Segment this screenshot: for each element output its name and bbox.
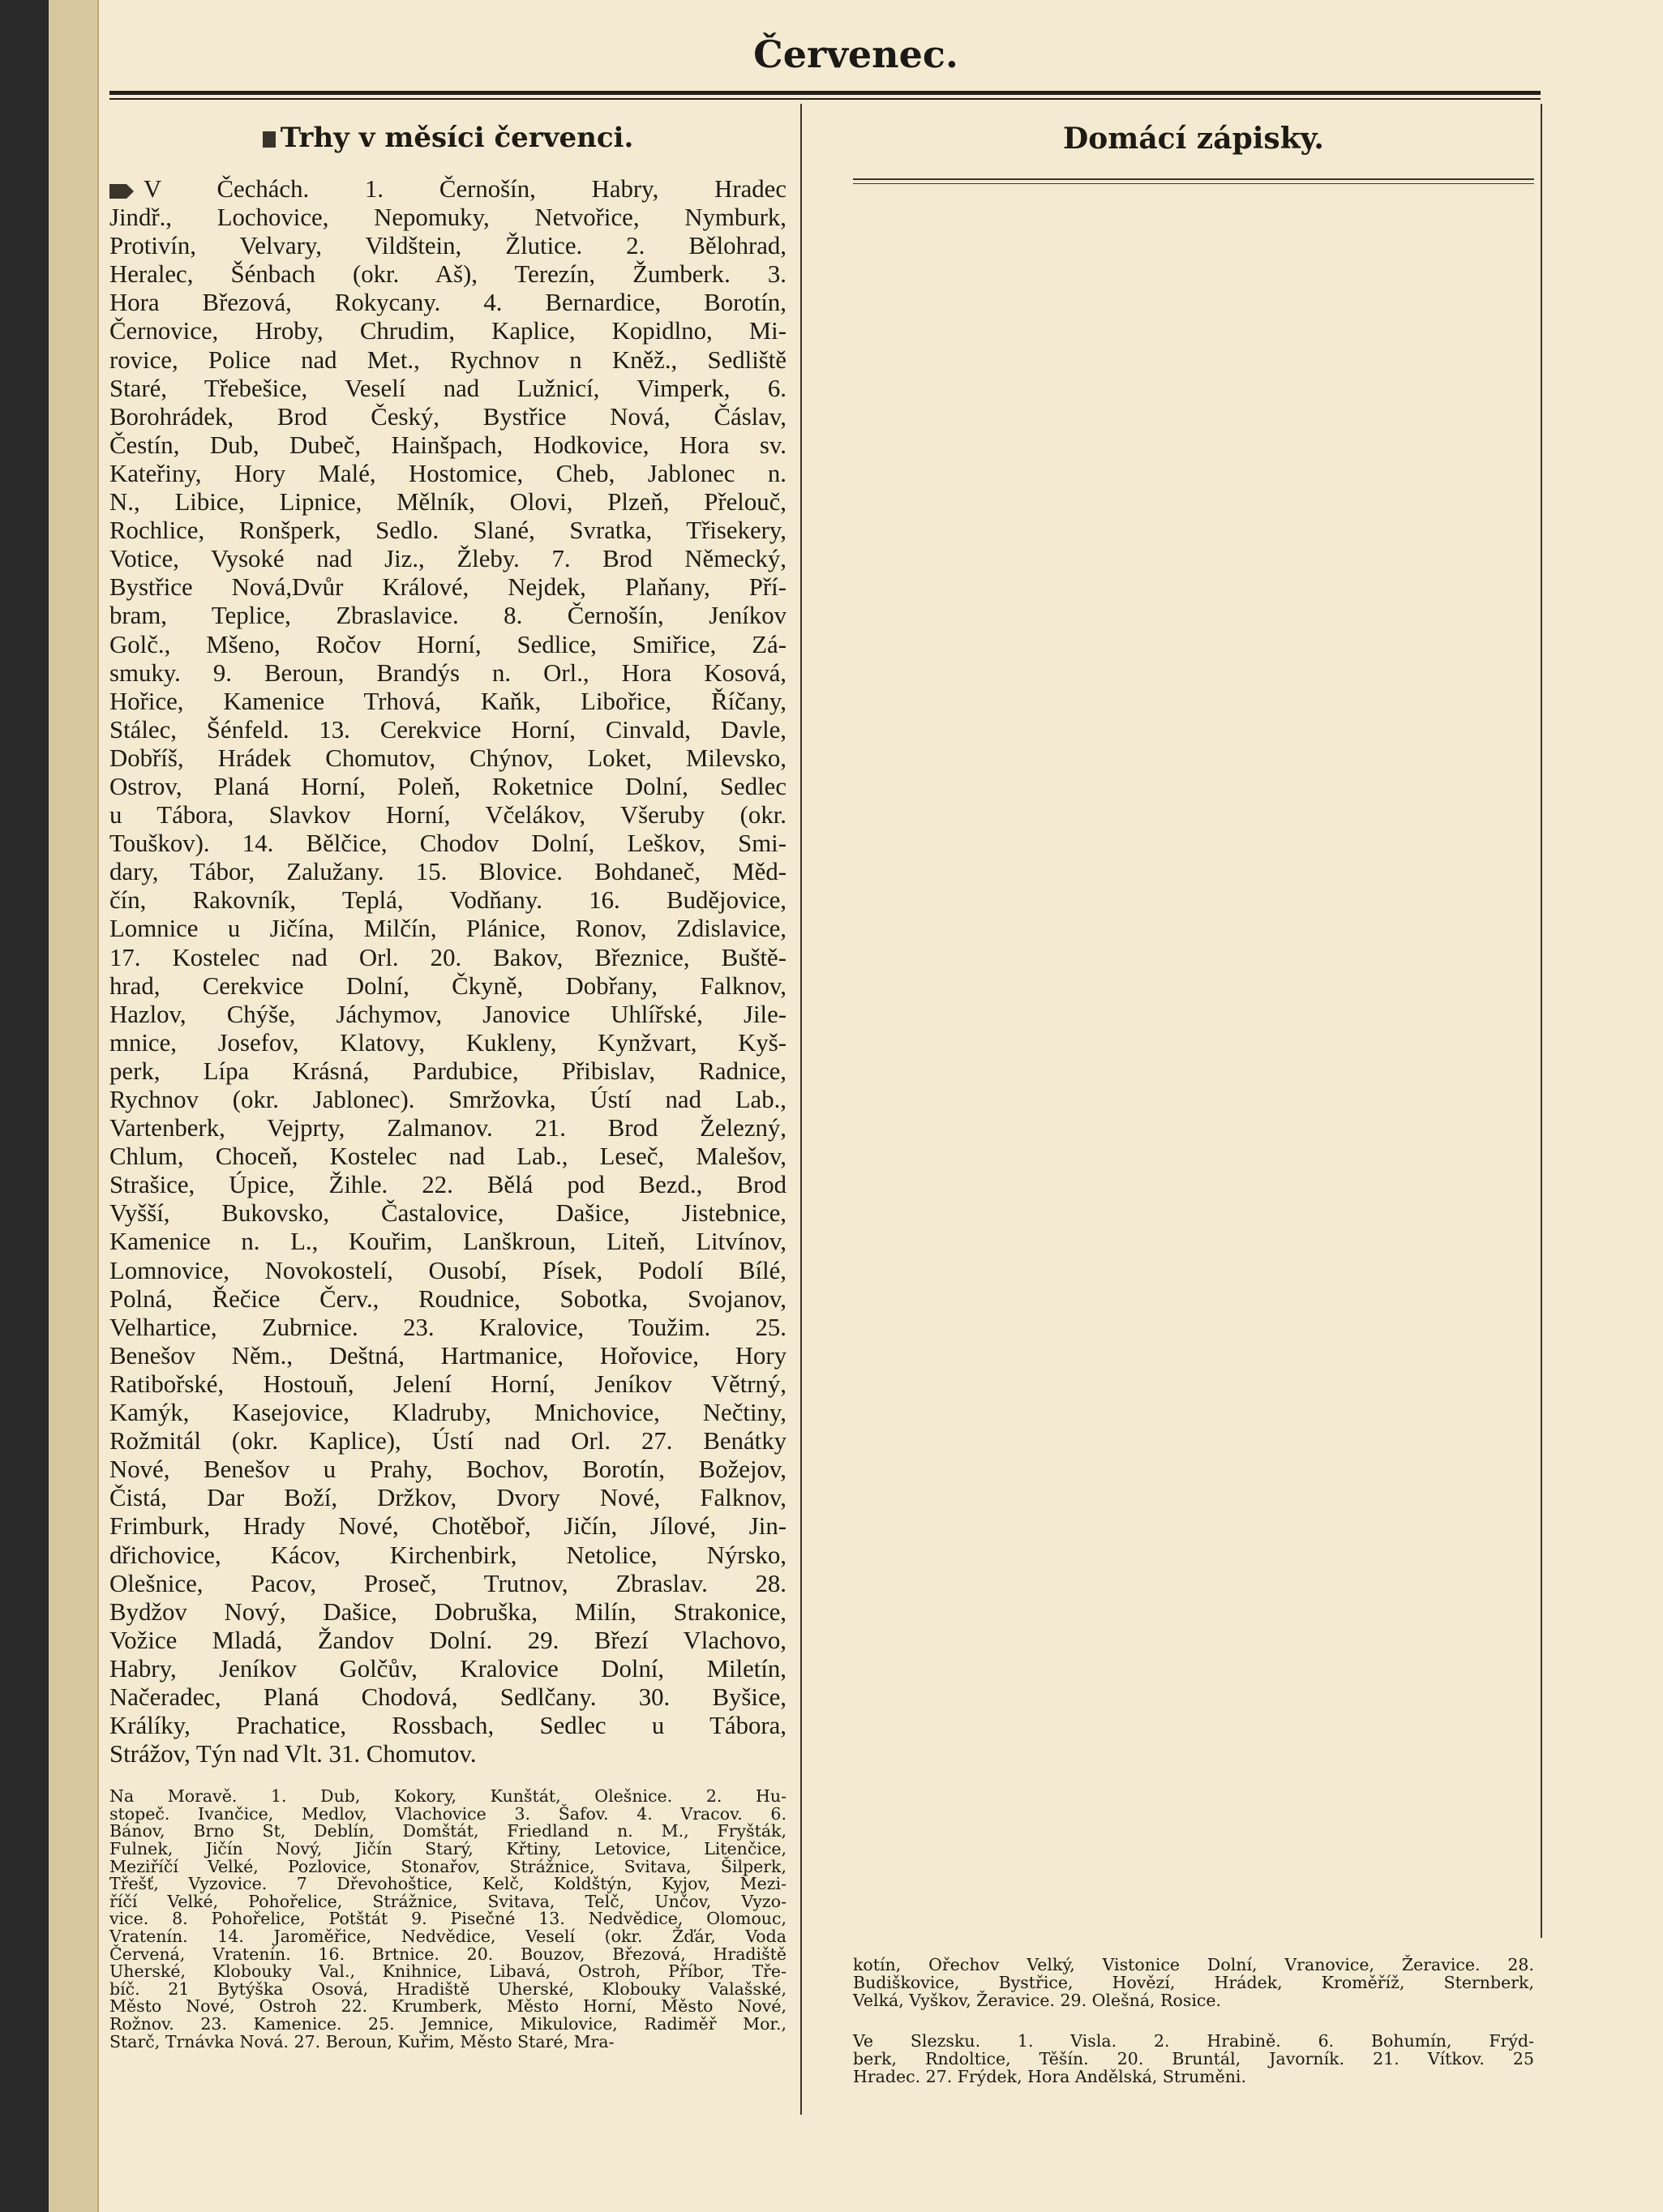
text-line <box>109 317 786 345</box>
text-line <box>109 1285 786 1314</box>
text-line <box>109 716 786 744</box>
text-line <box>109 1199 786 1228</box>
line-text: stopeč. Ivančice, Medlov, Vlachovice 3. Šafov. 4. Vracov. 6. <box>109 1803 786 1824</box>
line-text: u Tábora, Slavkov Horní, Včelákov, Všeruby (okr. <box>109 801 786 830</box>
line-text: Habry, Jeníkov Golčův, Kralovice Dolní, Miletín, <box>109 1654 786 1683</box>
line-text: Vyšší, Bukovsko, Častalovice, Dašice, Jistebnice, <box>109 1199 786 1228</box>
text-line <box>109 1683 786 1712</box>
line-text: Olešnice, Pacov, Proseč, Trutnov, Zbraslav. 28. <box>109 1569 786 1597</box>
line-text: Vartenberk, Vejprty, Zalmanov. 21. Brod Železný, <box>109 1114 786 1142</box>
page-edge <box>49 0 99 2212</box>
text-line <box>109 688 786 716</box>
line-text: Město Nové, Ostroh 22. Krumberk, Město Horní, Město Nové, <box>109 1996 786 2017</box>
markets-title: Trhy v měsíci červenci. <box>109 122 786 154</box>
line-text: Ostrov, Planá Horní, Poleň, Roketnice Dolní, Sedlec <box>109 772 786 800</box>
text-line <box>109 488 786 517</box>
text-line <box>109 1712 786 1740</box>
line-text: dary, Tábor, Zalužany. 15. Blovice. Bohdaneč, Měd- <box>109 858 786 886</box>
line-text: Velká, Vyškov, Žeravice. 29. Olešná, Rosice. <box>853 1991 1222 2010</box>
line-text: Lomnice u Jičína, Milčín, Plánice, Ronov, Zdislavice, <box>109 915 786 943</box>
line-text: Načeradec, Planá Chodová, Sedlčany. 30. Byšice, <box>109 1683 786 1711</box>
text-line <box>109 1928 786 1946</box>
line-text: bram, Teplice, Zbraslavice. 8. Černošín, Jeníkov <box>109 602 786 630</box>
line-text: Kateřiny, Hory Malé, Hostomice, Cheb, Jablonec n. <box>109 459 786 487</box>
text-line <box>109 1228 786 1256</box>
text-line <box>109 1858 786 1876</box>
line-text: Fulnek, Jičín Nový, Jičín Starý, Křtiny, Letovice, Litenčice, <box>109 1839 786 1859</box>
text-line <box>109 631 786 659</box>
line-text: Ve Slezsku. 1. Visla. 2. Hrabině. 6. Bohumín, Frýd- <box>853 2031 1534 2051</box>
text-line <box>109 431 786 460</box>
text-line <box>109 1484 786 1512</box>
text-line <box>109 1946 786 1964</box>
text-line <box>109 1399 786 1427</box>
text-line <box>109 1740 786 1768</box>
line-text: Černovice, Hroby, Chrudim, Kaplice, Kopidlno, Mi- <box>109 317 786 345</box>
line-text: Bánov, Brno St, Deblín, Domštát, Friedland n. M., Fryšták, <box>109 1821 786 1841</box>
line-text: Třešť, Vyzovice. 7 Dřevohoštice, Kelč, Koldštýn, Kyjov, Mezi- <box>109 1874 786 1894</box>
text-line <box>109 1370 786 1399</box>
line-text: Heralec, Šénbach (okr. Aš), Terezín, Žumberk. 3. <box>109 260 786 289</box>
line-text: Uherské, Klobouky Val., Knihnice, Libavá, Ostroh, Příbor, Tře- <box>109 1961 786 1982</box>
line-text: Chlum, Choceň, Kostelec nad Lab., Leseč, Malešov, <box>109 1142 786 1171</box>
text-line <box>109 858 786 886</box>
markets-column <box>109 122 786 2051</box>
line-text: 17. Kostelec nad Orl. 20. Bakov, Březnice, Buště- <box>109 943 786 971</box>
text-line <box>109 517 786 545</box>
notes-rule-thin <box>853 183 1534 184</box>
text-line <box>109 375 786 403</box>
line-text: Čestín, Dub, Dubeč, Hainšpach, Hodkovice, Hora sv. <box>109 431 786 459</box>
line-text: Kamenice n. L., Kouřim, Lanškroun, Liteň, Litvínov, <box>109 1228 786 1256</box>
line-text: Hora Březová, Rokycany. 4. Bernardice, Borotín, <box>109 289 786 317</box>
line-text: Vožice Mladá, Žandov Dolní. 29. Březí Vlachovo, <box>109 1626 786 1654</box>
line-text: Votice, Vysoké nad Jiz., Žleby. 7. Brod Německý, <box>109 545 786 573</box>
text-line <box>109 1427 786 1455</box>
text-line <box>109 545 786 573</box>
text-line <box>109 1314 786 1342</box>
line-text: Hradec. 27. Frýdek, Hora Andělská, Struměni. <box>853 2067 1247 2086</box>
text-line <box>109 460 786 488</box>
line-text: Polná, Řečice Červ., Roudnice, Sobotka, Svojanov, <box>109 1284 786 1313</box>
pointing-hand-icon <box>109 184 134 199</box>
text-line <box>109 1570 786 1598</box>
text-line <box>109 915 786 943</box>
text-line <box>109 801 786 830</box>
text-line <box>109 1512 786 1541</box>
text-line <box>109 1655 786 1683</box>
line-text: Bydžov Nový, Dašice, Dobruška, Milín, Strakonice, <box>109 1597 786 1626</box>
line-text: Rožmitál (okr. Kaplice), Ústí nad Orl. 27. Benátky <box>109 1427 786 1455</box>
text-line <box>109 260 786 289</box>
text-line <box>109 1841 786 1858</box>
text-line <box>109 1978 786 1999</box>
text-line <box>109 2031 786 2051</box>
notes-box-right-edge <box>1541 104 1542 1938</box>
line-text: Starč, Trnávka Nová. 27. Beroun, Kuřim, Město Staré, Mra- <box>109 2031 615 2051</box>
text-line <box>109 1001 786 1029</box>
header-rule-thin <box>109 98 1541 100</box>
text-line <box>109 659 786 688</box>
line-text: Touškov). 14. Bělčice, Chodov Dolní, Leškov, Smi- <box>109 830 786 858</box>
line-text: Lomnovice, Novokostelí, Ousobí, Písek, Podolí Bílé, <box>109 1256 786 1284</box>
text-line <box>853 1991 1534 2009</box>
line-text: Budiškovice, Bystřice, Hovězí, Hrádek, Kroměříž, Sternberk, <box>853 1973 1534 1992</box>
line-text: Strašice, Úpice, Žihle. 22. Bělá pod Bezd., Brod <box>109 1171 786 1199</box>
text-line <box>109 1142 786 1171</box>
text-line <box>109 1455 786 1484</box>
markets-moravia-continued <box>853 1956 1534 2009</box>
text-line <box>109 1342 786 1370</box>
line-text: bíč. 21 Bytýška Osová, Hradiště Uherské, Klobouky Valašské, <box>109 1978 786 1999</box>
line-text: Červená, Vratenín. 16. Brtnice. 20. Bouzov, Březová, Hradiště <box>109 1944 786 1964</box>
line-text: Staré, Třebešice, Veselí nad Lužnicí, Vimperk, 6. <box>109 374 786 402</box>
text-line <box>109 1086 786 1114</box>
line-text: perk, Lípa Krásná, Pardubice, Přibislav, Radnice, <box>109 1057 786 1085</box>
line-text: Stálec, Šénfeld. 13. Cerekvice Horní, Cinvald, Davle, <box>109 715 786 744</box>
line-text: Hořice, Kamenice Trhová, Kaňk, Libořice, Říčany, <box>109 687 786 715</box>
text-line <box>109 886 786 915</box>
line-text: Králíky, Prachatice, Rossbach, Sedlec u Tábora, <box>109 1712 786 1740</box>
line-text: Benešov Něm., Deštná, Hartmanice, Hořovice, Hory <box>109 1341 786 1370</box>
text-line <box>109 773 786 801</box>
line-text: Velhartice, Zubrnice. 23. Kralovice, Toužim. 25. <box>109 1313 786 1341</box>
column-divider <box>800 104 802 2115</box>
text-line <box>853 2032 1534 2050</box>
text-line <box>109 289 786 317</box>
text-line <box>109 1627 786 1655</box>
line-text: N., Libice, Lipnice, Mělník, Olovi, Plzeň, Přelouč, <box>109 488 786 517</box>
line-text: Rochlice, Ronšperk, Sedlo. Slané, Svratka, Třisekery, <box>109 517 786 545</box>
text-line <box>109 1257 786 1285</box>
notes-rule <box>853 178 1534 180</box>
line-text: čín, Rakovník, Teplá, Vodňany. 16. Budějovice, <box>109 886 786 915</box>
line-text: Protivín, Velvary, Vildštein, Žlutice. 2. Bělohrad, <box>109 232 786 260</box>
line-text: Hazlov, Chýše, Jáchymov, Janovice Uhlířské, Jile- <box>109 1000 786 1028</box>
line-text: berk, Rndoltice, Těšín. 20. Bruntál, Javorník. 21. Vítkov. 25 <box>853 2049 1534 2068</box>
header-rule-thick <box>109 91 1541 95</box>
line-text: Na Moravě. 1. Dub, Kokory, Kunštát, Olešnice. 2. Hu- <box>109 1786 786 1807</box>
text-line <box>109 2013 786 2034</box>
markets-silesia <box>853 2032 1534 2086</box>
text-line <box>109 830 786 858</box>
markets-bohemia <box>109 175 786 1768</box>
notes-title: Domácí zápisky. <box>1063 122 1324 156</box>
line-text: smuky. 9. Beroun, Brandýs n. Orl., Hora Kosová, <box>109 658 786 687</box>
line-text: Kamýk, Kasejovice, Kladruby, Mnichovice, Nečtiny, <box>109 1399 786 1427</box>
text-line <box>109 1893 786 1911</box>
text-line <box>109 1998 786 2016</box>
line-text: Nové, Benešov u Prahy, Bochov, Borotín, Božejov, <box>109 1455 786 1484</box>
line-text: Čistá, Dar Boží, Držkov, Dvory Nové, Falknov, <box>109 1484 786 1512</box>
text-line <box>109 1963 786 1981</box>
ornament-icon <box>263 131 276 148</box>
line-text: mnice, Josefov, Klatovy, Kukleny, Kynžvart, Kyš- <box>109 1028 786 1057</box>
markets-continuation <box>853 1956 1534 2086</box>
text-line <box>109 944 786 972</box>
text-line <box>853 1974 1534 1991</box>
text-line <box>109 204 786 232</box>
text-line <box>109 1029 786 1057</box>
text-line <box>109 1057 786 1086</box>
markets-moravia <box>109 1788 786 2051</box>
text-line <box>853 2068 1534 2086</box>
line-text: Borohrádek, Brod Český, Bystřice Nová, Čáslav, <box>109 402 786 431</box>
line-text: rovice, Police nad Met., Rychnov n Kněž., Sedliště <box>109 345 786 374</box>
line-text: Strážov, Týn nad Vlt. 31. Chomutov. <box>109 1740 477 1768</box>
text-line <box>109 972 786 1001</box>
text-line <box>109 1875 786 1893</box>
text-line <box>109 744 786 773</box>
text-line <box>109 1114 786 1142</box>
text-line <box>109 346 786 375</box>
line-text: Meziříčí Velké, Pozlovice, Stonařov, Strážnice, Svitava, Šilperk, <box>109 1856 786 1876</box>
line-text: Dobříš, Hrádek Chomutov, Chýnov, Loket, Milevsko, <box>109 744 786 772</box>
text-line <box>109 602 786 630</box>
text-line <box>109 232 786 260</box>
line-text: kotín, Ořechov Velký, Vistonice Dolní, Vranovice, Žeravice. 28. <box>853 1955 1534 1974</box>
line-text: dřichovice, Kácov, Kirchenbirk, Netolice, Nýrsko, <box>109 1541 786 1569</box>
line-text: Bystřice Nová,Dvůr Králové, Nejdek, Plaňany, Pří- <box>109 573 786 602</box>
page-title: Červenec. <box>753 32 958 76</box>
line-text: Vratenín. 14. Jaroměřice, Nedvědice, Veselí (okr. Žďár, Voda <box>109 1927 786 1946</box>
line-text: říčí Velké, Pohořelice, Strážnice, Svitava, Telč, Unčov, Vyzo- <box>109 1891 786 1911</box>
line-text: Frimburk, Hrady Nové, Chotěboř, Jičín, Jílové, Jin- <box>109 1512 786 1541</box>
line-text: hrad, Cerekvice Dolní, Čkyně, Dobřany, Falknov, <box>109 971 786 1000</box>
text-line <box>853 1956 1534 1974</box>
text-line <box>109 1171 786 1199</box>
line-text: Rychnov (okr. Jablonec). Smržovka, Ústí nad Lab., <box>109 1086 786 1113</box>
line-text: Rožnov. 23. Kamenice. 25. Jemnice, Mikulovice, Radiměř Mor., <box>109 2013 786 2034</box>
line-text: Jindř., Lochovice, Nepomuky, Netvořice, Nymburk, <box>109 204 786 232</box>
line-text: Ratibořské, Hostouň, Jelení Horní, Jeníkov Větrný, <box>109 1370 786 1398</box>
text-line <box>109 573 786 602</box>
line-text: Golč., Mšeno, Ročov Horní, Sedlice, Smiřice, Zá- <box>109 630 786 658</box>
text-line <box>853 2050 1534 2068</box>
text-line <box>109 1910 786 1928</box>
line-text: vice. 8. Pohořelice, Potštát 9. Pisečné 13. Nedvědice, Olomouc, <box>109 1909 786 1929</box>
text-line <box>109 1803 786 1824</box>
text-line <box>109 175 786 204</box>
text-line <box>109 1598 786 1627</box>
page <box>49 0 1663 2212</box>
text-line <box>109 1823 786 1841</box>
text-line <box>109 403 786 431</box>
text-line <box>109 1788 786 1806</box>
text-line <box>109 1541 786 1570</box>
line-text: V Čechách. 1. Černošín, Habry, Hradec <box>144 175 786 203</box>
